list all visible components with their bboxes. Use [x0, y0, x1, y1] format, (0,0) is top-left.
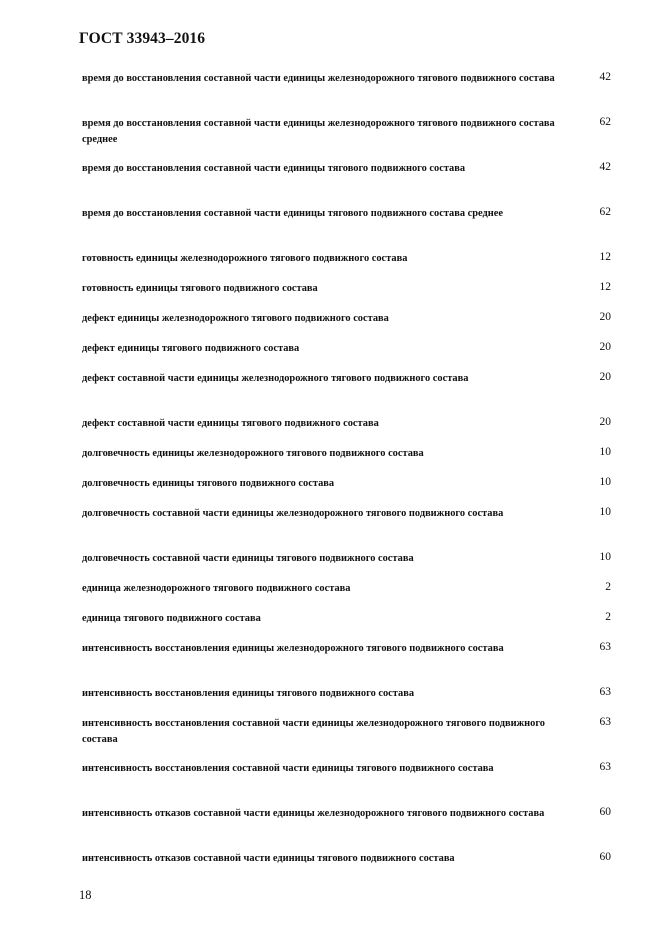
index-page-number: 12 — [599, 281, 611, 293]
index-page-number: 10 — [599, 506, 611, 518]
index-term: долговечность составной части единицы тягового подвижного состава — [82, 553, 414, 564]
index-entry — [82, 446, 611, 476]
index-page-number: 2 — [605, 611, 611, 623]
index-page-number: 63 — [599, 686, 611, 698]
term-index-list — [82, 71, 611, 881]
index-page-number: 60 — [599, 806, 611, 818]
index-entry — [82, 116, 611, 161]
index-entry — [82, 806, 611, 851]
index-entry — [82, 416, 611, 446]
index-page-number: 20 — [599, 416, 611, 428]
index-page-number: 20 — [599, 311, 611, 323]
index-entry — [82, 761, 611, 806]
index-page-number: 42 — [599, 71, 611, 83]
index-term: дефект составной части единицы железнодорожного тягового подвижного состава — [82, 373, 469, 384]
index-term: единица железнодорожного тягового подвижного состава — [82, 583, 351, 594]
index-page-number: 12 — [599, 251, 611, 263]
index-page-number: 62 — [599, 206, 611, 218]
index-entry — [82, 716, 611, 761]
index-entry — [82, 251, 611, 281]
index-term: интенсивность отказов составной части единицы тягового подвижного состава — [82, 853, 455, 864]
index-page-number: 10 — [599, 476, 611, 488]
index-page-number: 63 — [599, 761, 611, 773]
index-term: долговечность единицы тягового подвижного состава — [82, 478, 335, 489]
index-term: готовность единицы железнодорожного тягового подвижного состава — [82, 253, 408, 264]
index-page-number: 10 — [599, 551, 611, 563]
index-term: время до восстановления составной части единицы тягового подвижного состава среднее — [82, 208, 503, 219]
index-term: единица тягового подвижного состава — [82, 613, 261, 624]
index-page-number: 20 — [599, 371, 611, 383]
index-page-number: 60 — [599, 851, 611, 863]
index-term: интенсивность отказов составной части единицы железнодорожного тягового подвижного состава — [82, 808, 545, 819]
index-entry — [82, 851, 611, 881]
index-page-number: 62 — [599, 116, 611, 128]
document-header: ГОСТ 33943–2016 — [79, 30, 206, 47]
index-term: время до восстановления составной части единицы тягового подвижного состава — [82, 163, 466, 174]
index-entry — [82, 611, 611, 641]
index-page-number: 10 — [599, 446, 611, 458]
index-page-number: 2 — [605, 581, 611, 593]
index-term: дефект единицы железнодорожного тягового подвижного состава — [82, 313, 389, 324]
index-entry — [82, 506, 611, 551]
page-number: 18 — [79, 888, 92, 902]
index-term: время до восстановления составной части единицы железнодорожного тягового подвижного состава среднее — [82, 118, 555, 145]
index-term: дефект единицы тягового подвижного состава — [82, 343, 300, 354]
index-entry — [82, 311, 611, 341]
index-entry — [82, 551, 611, 581]
index-entry — [82, 71, 611, 116]
index-entry — [82, 206, 611, 251]
index-entry — [82, 476, 611, 506]
index-page-number: 42 — [599, 161, 611, 173]
index-term: долговечность единицы железнодорожного тягового подвижного состава — [82, 448, 424, 459]
index-term: время до восстановления составной части единицы железнодорожного тягового подвижного состава — [82, 73, 555, 84]
index-entry — [82, 581, 611, 611]
index-term: интенсивность восстановления составной части единицы железнодорожного тягового подвижного состава — [82, 718, 545, 745]
index-term: готовность единицы тягового подвижного состава — [82, 283, 318, 294]
index-entry — [82, 161, 611, 206]
index-page-number: 63 — [599, 641, 611, 653]
index-entry — [82, 686, 611, 716]
index-term: дефект составной части единицы тягового подвижного состава — [82, 418, 379, 429]
index-term: интенсивность восстановления единицы тягового подвижного состава — [82, 688, 415, 699]
index-term: интенсивность восстановления единицы железнодорожного тягового подвижного состава — [82, 643, 504, 654]
index-term: интенсивность восстановления составной части единицы тягового подвижного состава — [82, 763, 494, 774]
index-entry — [82, 281, 611, 311]
index-page-number: 20 — [599, 341, 611, 353]
index-page-number: 63 — [599, 716, 611, 728]
index-entry — [82, 341, 611, 371]
index-entry — [82, 641, 611, 686]
index-term: долговечность составной части единицы железнодорожного тягового подвижного состава — [82, 508, 504, 519]
index-entry — [82, 371, 611, 416]
